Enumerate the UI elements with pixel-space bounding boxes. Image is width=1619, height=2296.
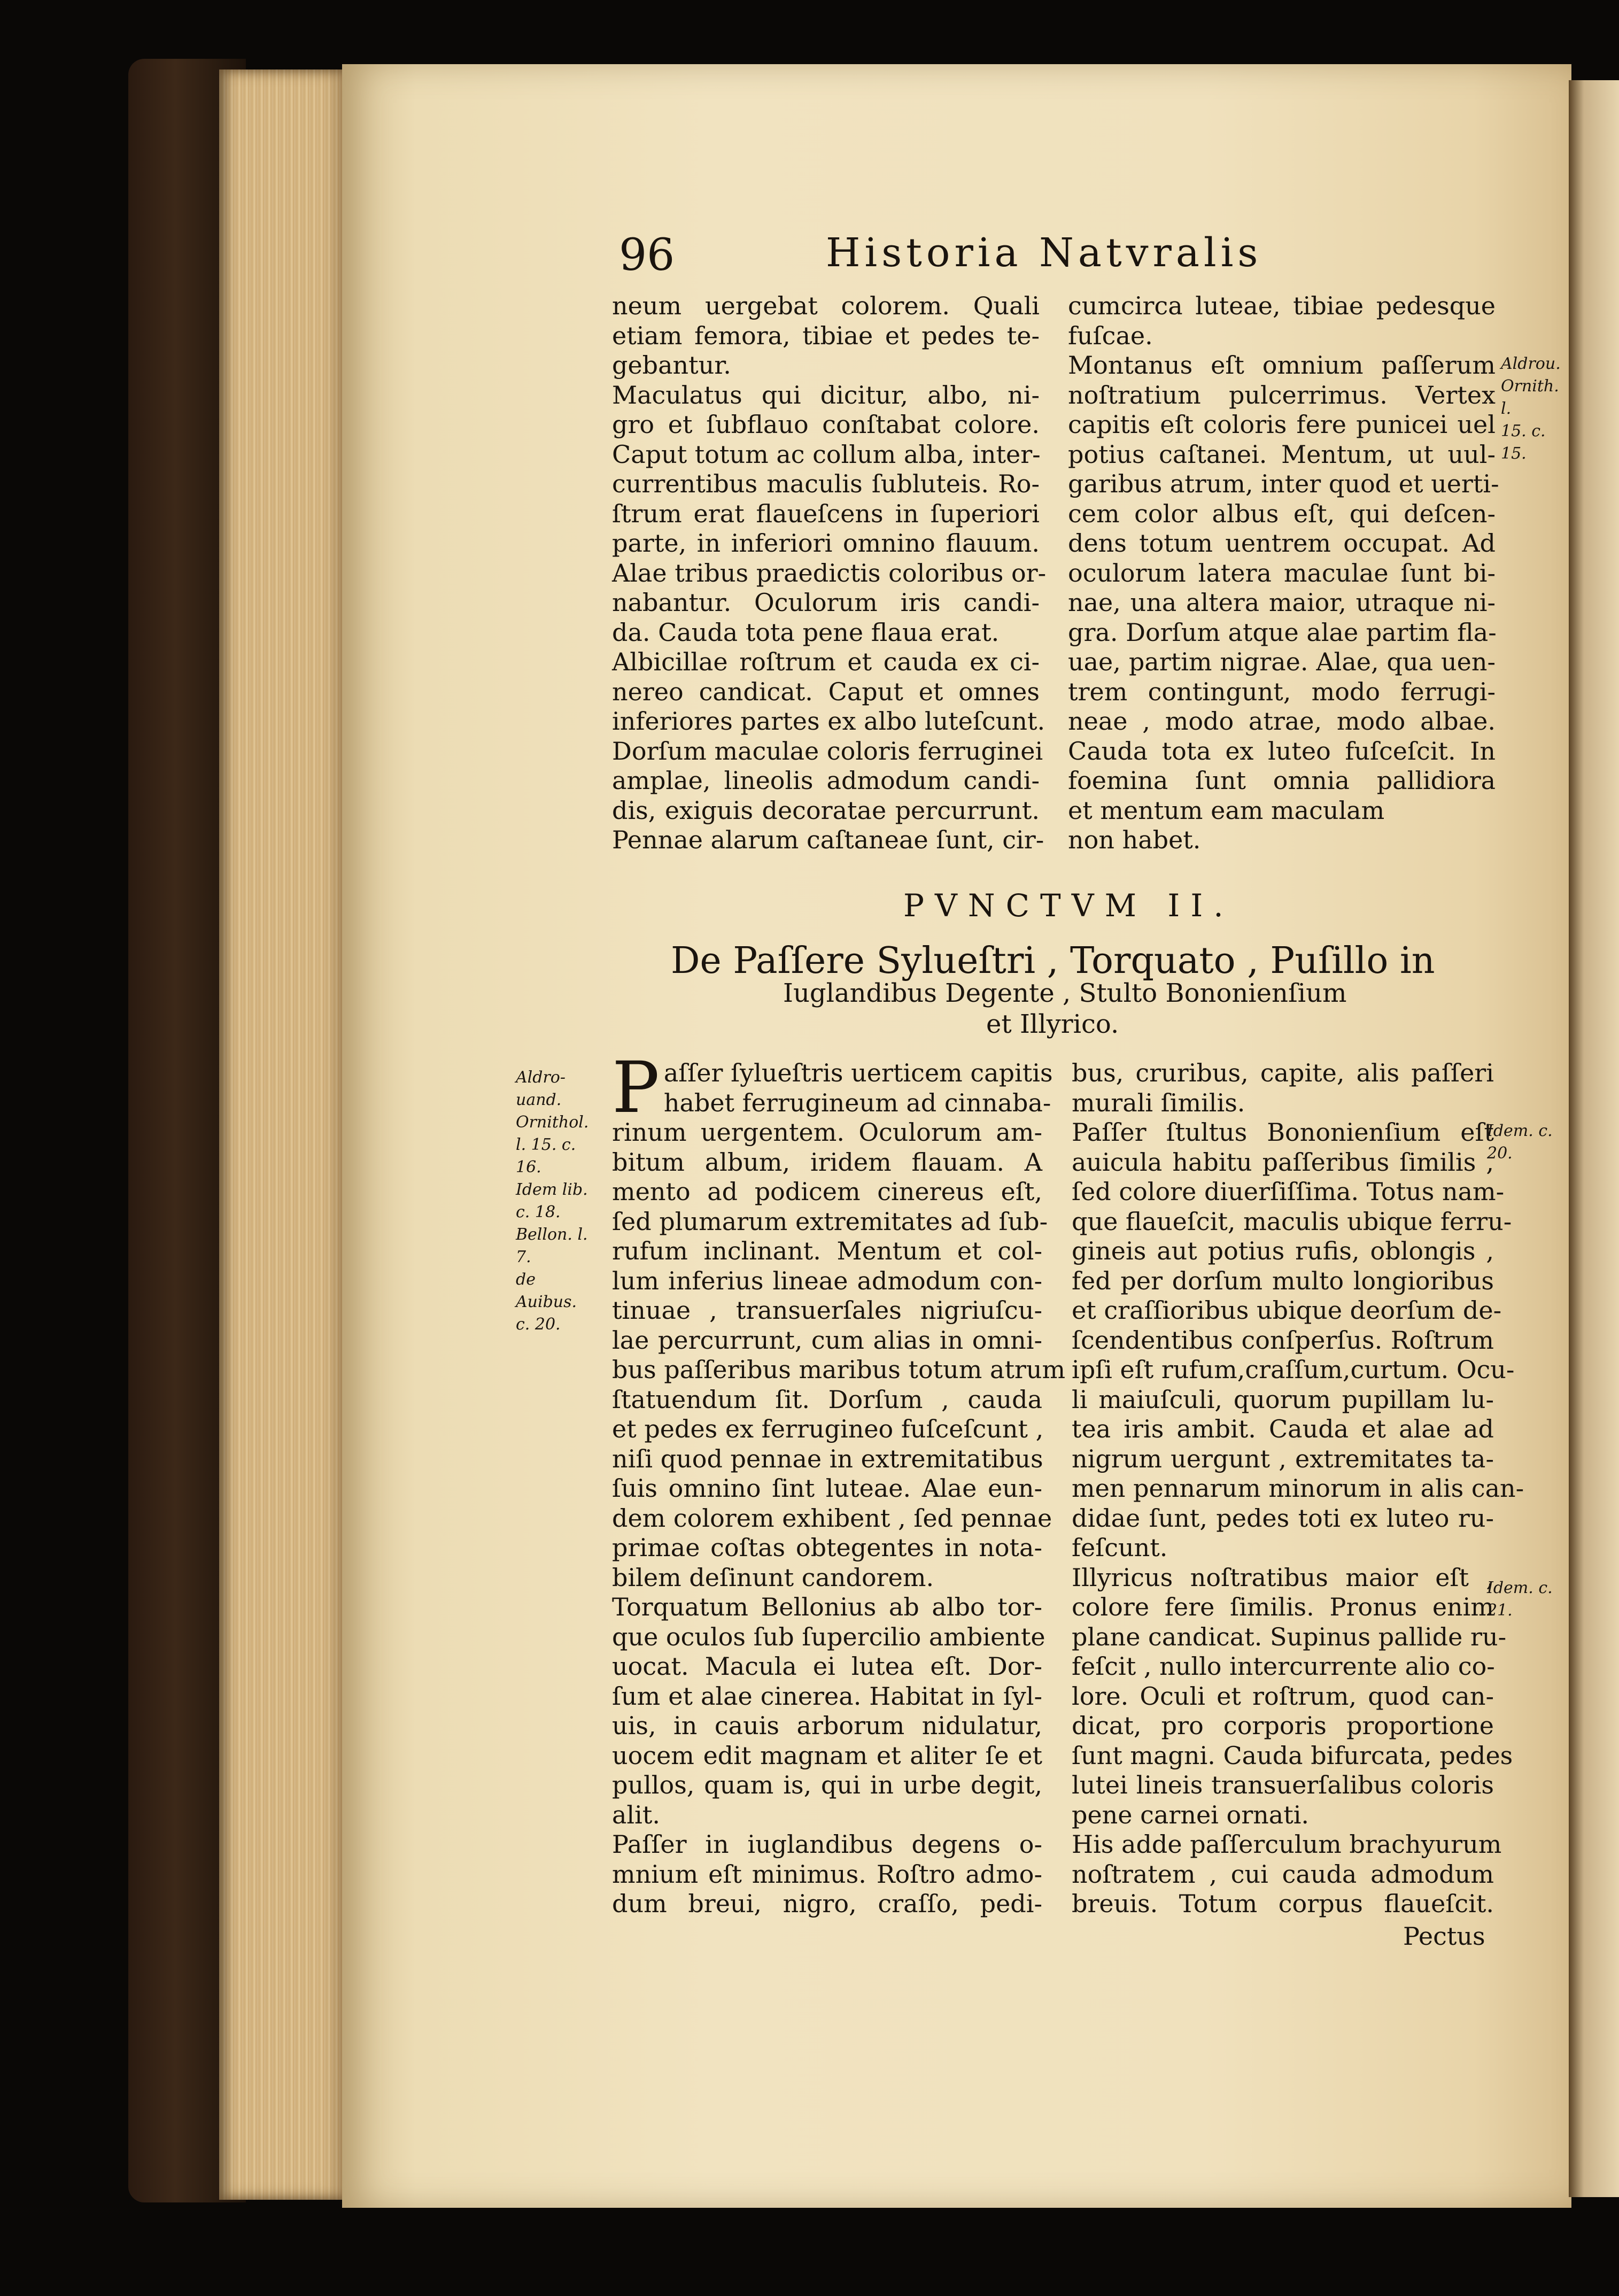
margin-note-line: Aldrou. [1501, 354, 1561, 373]
chapter-heading-line3: et Illyrico. [986, 1009, 1119, 1039]
text-line: dis, exiguis decoratae percurrunt. [612, 795, 1040, 825]
text-line: ſcendentibus conſperſus. Roſtrum [1072, 1325, 1494, 1355]
text-line: Albicillae roſtrum et cauda ex ci- [612, 647, 1040, 676]
margin-note-line: Idem lib. [516, 1180, 588, 1199]
text-line: Maculatus qui dicitur, albo, ni- [612, 380, 1040, 409]
text-line: li maiuſculi, quorum pupillam lu- [1072, 1385, 1494, 1414]
chapter-heading-line1: De Paſſere Sylueſtri , Torquato , Puſillo in [671, 940, 1435, 982]
text-line: et craſſioribus ubique deorſum de- [1072, 1296, 1502, 1325]
margin-note-line: Idem. c. [1487, 1579, 1553, 1597]
text-line: parte, in inferiori omnino flauum. [612, 529, 1040, 558]
text-line: pullos, quam is, qui in urbe degit, [612, 1771, 1042, 1799]
margin-note-right-1 [1501, 353, 1570, 465]
text-line: Paſſer in iuglandibus degens o- [612, 1830, 1042, 1859]
margin-note-line: 15. c. 15. [1501, 422, 1546, 463]
text-line: garibus atrum, inter quod et uerti- [1068, 469, 1499, 498]
text-line: pene carnei ornati. [1072, 1800, 1310, 1829]
text-line: da. Cauda tota pene flaua erat. [612, 617, 1000, 647]
text-line: Torquatum Bellonius ab albo tor- [612, 1592, 1042, 1621]
text-line: oculorum latera maculae ſunt bi- [1068, 558, 1496, 587]
text-line: Dorſum maculae coloris ferruginei [612, 736, 1043, 766]
text-line: dens totum uentrem occupat. Ad [1068, 529, 1496, 558]
text-line: currentibus maculis ſubluteis. Ro- [612, 469, 1040, 498]
text-line: Cauda tota ex luteo fuſceſcit. In [1068, 736, 1496, 766]
text-line: ipſi eſt rufum,craſſum,curtum. Ocu- [1072, 1355, 1515, 1384]
margin-note-line: 21. [1487, 1601, 1513, 1620]
text-line: feſcit , nullo intercurrente alio co- [1072, 1652, 1495, 1681]
text-line: rinum uergentem. Oculorum am- [612, 1118, 1042, 1147]
text-line: habet ferrugineum ad cinnaba- [663, 1088, 1051, 1117]
text-line: bus paſſeribus maribus totum atrum [612, 1355, 1066, 1384]
text-line: nabantur. Oculorum iris candi- [612, 588, 1040, 617]
text-line: amplae, lineolis admodum candi- [612, 766, 1040, 795]
text-line: His adde paſſerculum brachyurum [1072, 1830, 1502, 1859]
text-line: capitis eſt coloris fere punicei uel [1068, 410, 1496, 439]
text-line: dicat, pro corporis proportione [1072, 1711, 1494, 1740]
text-line: lore. Oculi et roſtrum, quod can- [1072, 1681, 1494, 1711]
text-line: uis, in cauis arborum nidulatur, [612, 1711, 1042, 1740]
column-top-left [612, 291, 1047, 855]
margin-note-line: l. 15. c. 16. [516, 1135, 576, 1177]
chapter-heading-line2: Iuglandibus Degente , Stulto Bononienſium [783, 978, 1347, 1008]
text-line: uocem edit magnam et aliter ſe et [612, 1741, 1042, 1770]
text-line: non habet. [1068, 825, 1201, 854]
text-line: trem contingunt, modo ferrugi- [1068, 677, 1496, 706]
text-line: feſcunt. [1072, 1533, 1168, 1562]
margin-note-right-2 [1487, 1120, 1572, 1165]
column-top-right [1068, 291, 1499, 855]
text-line: gra. Dorſum atque alae partim fla- [1068, 617, 1497, 647]
text-line: uae, partim nigrae. Alae, qua uen- [1068, 647, 1496, 676]
text-line: tea iris ambit. Cauda et alae ad [1072, 1414, 1494, 1443]
text-line: mento ad podicem cinereus eſt, [612, 1177, 1042, 1206]
text-line: auicula habitu paſſeribus ſimilis , [1072, 1147, 1494, 1177]
margin-note-line: Aldro- [516, 1068, 566, 1087]
text-line: ſtatuendum ſit. Dorſum , cauda [612, 1385, 1042, 1414]
text-line: foemina ſunt omnia pallidiora [1068, 766, 1496, 795]
text-line: lum inferius lineae admodum con- [612, 1266, 1042, 1295]
catchword: Pectus [1403, 1922, 1485, 1951]
text-line: colore fere ſimilis. Pronus enim [1072, 1592, 1494, 1621]
text-line: men pennarum minorum in alis can- [1072, 1474, 1524, 1503]
text-line: etiam femora, tibiae et pedes te- [612, 321, 1040, 350]
margin-note-line: c. 18. [516, 1203, 561, 1222]
margin-note-line: Ornith. l. [1501, 377, 1559, 418]
text-line: inferiores partes ex albo luteſcunt. [612, 707, 1045, 736]
text-line: Caput totum ac collum alba, inter- [612, 439, 1041, 469]
text-line: ſed plumarum extremitates ad ſub- [612, 1207, 1048, 1236]
margin-note-right-3 [1487, 1577, 1572, 1622]
text-line: rufum inclinant. Mentum et col- [612, 1236, 1042, 1265]
text-line: nae, una altera maior, utraque ni- [1068, 588, 1496, 617]
text-line: primae coſtas obtegentes in nota- [612, 1533, 1042, 1562]
text-line: gebantur. [612, 351, 731, 380]
margin-note-line: Ornithol. [516, 1113, 589, 1132]
text-line: bilem deſinunt candorem. [612, 1563, 934, 1592]
text-line: ſunt magni. Cauda bifurcata, pedes [1072, 1741, 1513, 1770]
column-bottom-left [612, 1047, 1066, 1919]
text-line: neum uergebat colorem. Quali [612, 291, 1040, 320]
text-line: nereo candicat. Caput et omnes [612, 677, 1040, 706]
text-line: nigrum uergunt , extremitates ta- [1072, 1444, 1494, 1473]
text-line: Illyricus noſtratibus maior eſt , [1072, 1563, 1494, 1592]
running-head: Historia Natvralis [826, 230, 1262, 276]
text-line: lae percurrunt, cum alias in omni- [612, 1325, 1042, 1355]
text-line: fed per dorſum multo longioribus [1072, 1266, 1494, 1295]
text-line: gineis aut potius rufis, oblongis , [1072, 1236, 1494, 1265]
text-line: cem color albus eſt, qui deſcen- [1068, 499, 1496, 528]
text-line: alit. [612, 1800, 660, 1829]
text-line: aſſer ſylueſtris uerticem capitis [663, 1058, 1053, 1087]
text-line: Montanus eſt omnium paſſerum [1068, 351, 1496, 380]
text-line: ſuis omnino ſint luteae. Alae eun- [612, 1474, 1042, 1503]
text-line: didae ſunt, pedes toti ex luteo ru- [1072, 1503, 1494, 1533]
margin-note-line: c. 20. [516, 1315, 561, 1334]
text-line: dum breui, nigro, craſſo, pedi- [612, 1889, 1042, 1918]
text-line: Pennae alarum caſtaneae ſunt, cir- [612, 825, 1044, 854]
text-line: noſtratium pulcerrimus. Vertex [1068, 380, 1496, 409]
text-line: breuis. Totum corpus flaueſcit. [1072, 1889, 1494, 1918]
text-line: tinuae , transuerſales nigriuſcu- [612, 1296, 1042, 1325]
margin-note-left [516, 1066, 596, 1336]
page-edges [219, 69, 347, 2200]
text-line: potius caſtanei. Mentum, ut uul- [1068, 439, 1496, 469]
page-number: 96 [619, 230, 675, 281]
text-line: lutei lineis transuerſalibus coloris [1072, 1771, 1494, 1799]
text-line: uocat. Macula ei lutea eſt. Dor- [612, 1652, 1042, 1681]
text-line: que oculos ſub ſupercilio ambiente [612, 1622, 1045, 1651]
text-line: fuſcae. [1068, 321, 1153, 350]
text-line: plane candicat. Supinus pallide ru- [1072, 1622, 1507, 1651]
margin-note-line: Bellon. l. 7. [516, 1225, 588, 1266]
margin-note-line: 20. [1487, 1144, 1513, 1163]
text-line: murali ſimilis. [1072, 1088, 1245, 1117]
margin-note-line: Idem. c. [1487, 1122, 1553, 1140]
section-title: PVNCTVM II. [903, 887, 1234, 924]
text-line: bitum album, iridem flauam. A [612, 1147, 1042, 1177]
text-line: cumcirca luteae, tibiae pedesque [1068, 291, 1496, 320]
margin-note-line: de Auibus. [516, 1270, 577, 1311]
text-line: et mentum eam maculam [1068, 795, 1385, 825]
text-line: dem colorem exhibent , ſed pennae [612, 1503, 1052, 1533]
text-line: Alae tribus praedictis coloribus or- [612, 558, 1047, 587]
drop-cap: P [612, 1047, 660, 1129]
margin-note-line: uand. [516, 1091, 562, 1109]
text-line: niſi quod pennae in extremitatibus [612, 1444, 1043, 1473]
text-line: que flaueſcit, maculis ubique ferru- [1072, 1207, 1512, 1236]
text-line: bus, cruribus, capite, alis paſſeri [1072, 1058, 1494, 1087]
text-line: et pedes ex ferrugineo fuſceſcunt , [612, 1414, 1044, 1443]
text-line: ſtrum erat flaueſcens in ſuperiori [612, 499, 1040, 528]
text-line: mnium eſt minimus. Roſtro admo- [612, 1859, 1042, 1889]
text-line: ſum et alae cinerea. Habitat in ſyl- [612, 1681, 1042, 1711]
facing-page-edge [1569, 80, 1619, 2197]
text-line: ſed colore diuerſiſſima. Totus nam- [1072, 1177, 1505, 1206]
text-line: noſtratem , cui cauda admodum [1072, 1859, 1494, 1889]
text-line: Paſſer ſtultus Bononienſium eſt [1072, 1118, 1494, 1147]
text-line: neae , modo atrae, modo albae. [1068, 707, 1496, 736]
text-line: gro et ſubflauo conſtabat colore. [612, 410, 1040, 439]
